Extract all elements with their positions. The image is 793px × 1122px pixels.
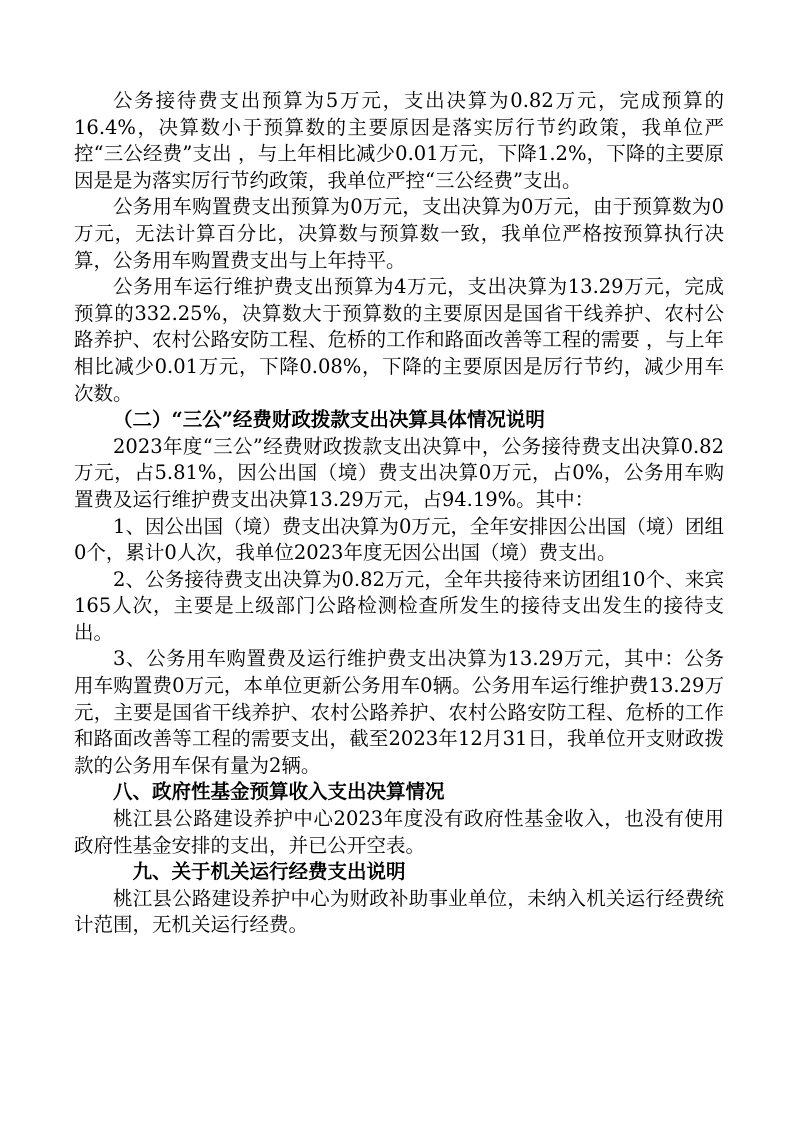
paragraph-vehicle-purchase: 公务用车购置费支出预算为0万元，支出决算为0万元，由于预算数为0万元，无法计算百分比，决算数与预算数一致，我单位严格按预算执行决算，公务用车购置费支出与上年持平。 — [74, 195, 724, 272]
heading-government-fund: 八、政府性基金预算收入支出决算情况 — [113, 780, 445, 804]
paragraph-reception-detail: 2、公务接待费支出决算为0.82万元，全年共接待来访团组10个、来宾165人次，主要是上级部门公路检测检查所发生的接待支出发生的接待支出。 — [74, 567, 724, 644]
paragraph-vehicle-detail: 3、公务用车购置费及运行维护费支出决算为13.29万元，其中：公务用车购置费0万元，本单位更新公务用车0辆。公务用车运行维护费13.29万元，主要是国省干线养护、农村公路养护、农村公路安防工程、危桥的工作和路面改善等工程的需要支出，截至2023年12月31日，我单位开支财政拨款的公务用车保有量为2辆。 — [74, 647, 724, 777]
paragraph-operating-expense: 桃江县公路建设养护中心为财政补助事业单位，未纳入机关运行经费统计范围，无机关运行经费。 — [74, 886, 724, 937]
document-body — [74, 88, 724, 939]
paragraph-reception-expense: 公务接待费支出预算为5万元，支出决算为0.82万元，完成预算的16.4%，决算数小于预算数的主要原因是落实厉行节约政策，我单位严控“三公经费”支出 ，与上年相比减少0.01万元，下降1.2%，下降的主要原因是是为落实厉行节约政策，我单位严控“三公经费”支出。 — [74, 89, 724, 192]
heading-three-public-details: （二）“三公”经费财政拨款支出决算具体情况说明 — [113, 408, 545, 432]
paragraph-three-public-summary: 2023年度“三公”经费财政拨款支出决算中，公务接待费支出决算0.82万元，占5.81%，因公出国（境）费支出决算0万元，占0%，公务用车购置费及运行维护费支出决算13.29万元，占94.19%。其中： — [74, 434, 724, 511]
paragraph-overseas-expense: 1、因公出国（境）费支出决算为0万元，全年安排因公出国（境）团组0个，累计0人次，我单位2023年度无因公出国（境）费支出。 — [74, 514, 724, 565]
heading-operating-expense: 九、关于机关运行经费支出说明 — [132, 860, 406, 884]
paragraph-government-fund: 桃江县公路建设养护中心2023年度没有政府性基金收入，也没有使用政府性基金安排的支出，并已公开空表。 — [74, 807, 724, 857]
paragraph-vehicle-maintenance: 公务用车运行维护费支出预算为4万元，支出决算为13.29万元，完成预算的332.25%，决算数大于预算数的主要原因是国省干线养护、农村公路养护、农村公路安防工程、危桥的工作和路面改善等工程的需要 ，与上年相比减少0.01万元，下降0.08%，下降的主要原因是厉行节约，减少用车次数。 — [74, 275, 724, 405]
